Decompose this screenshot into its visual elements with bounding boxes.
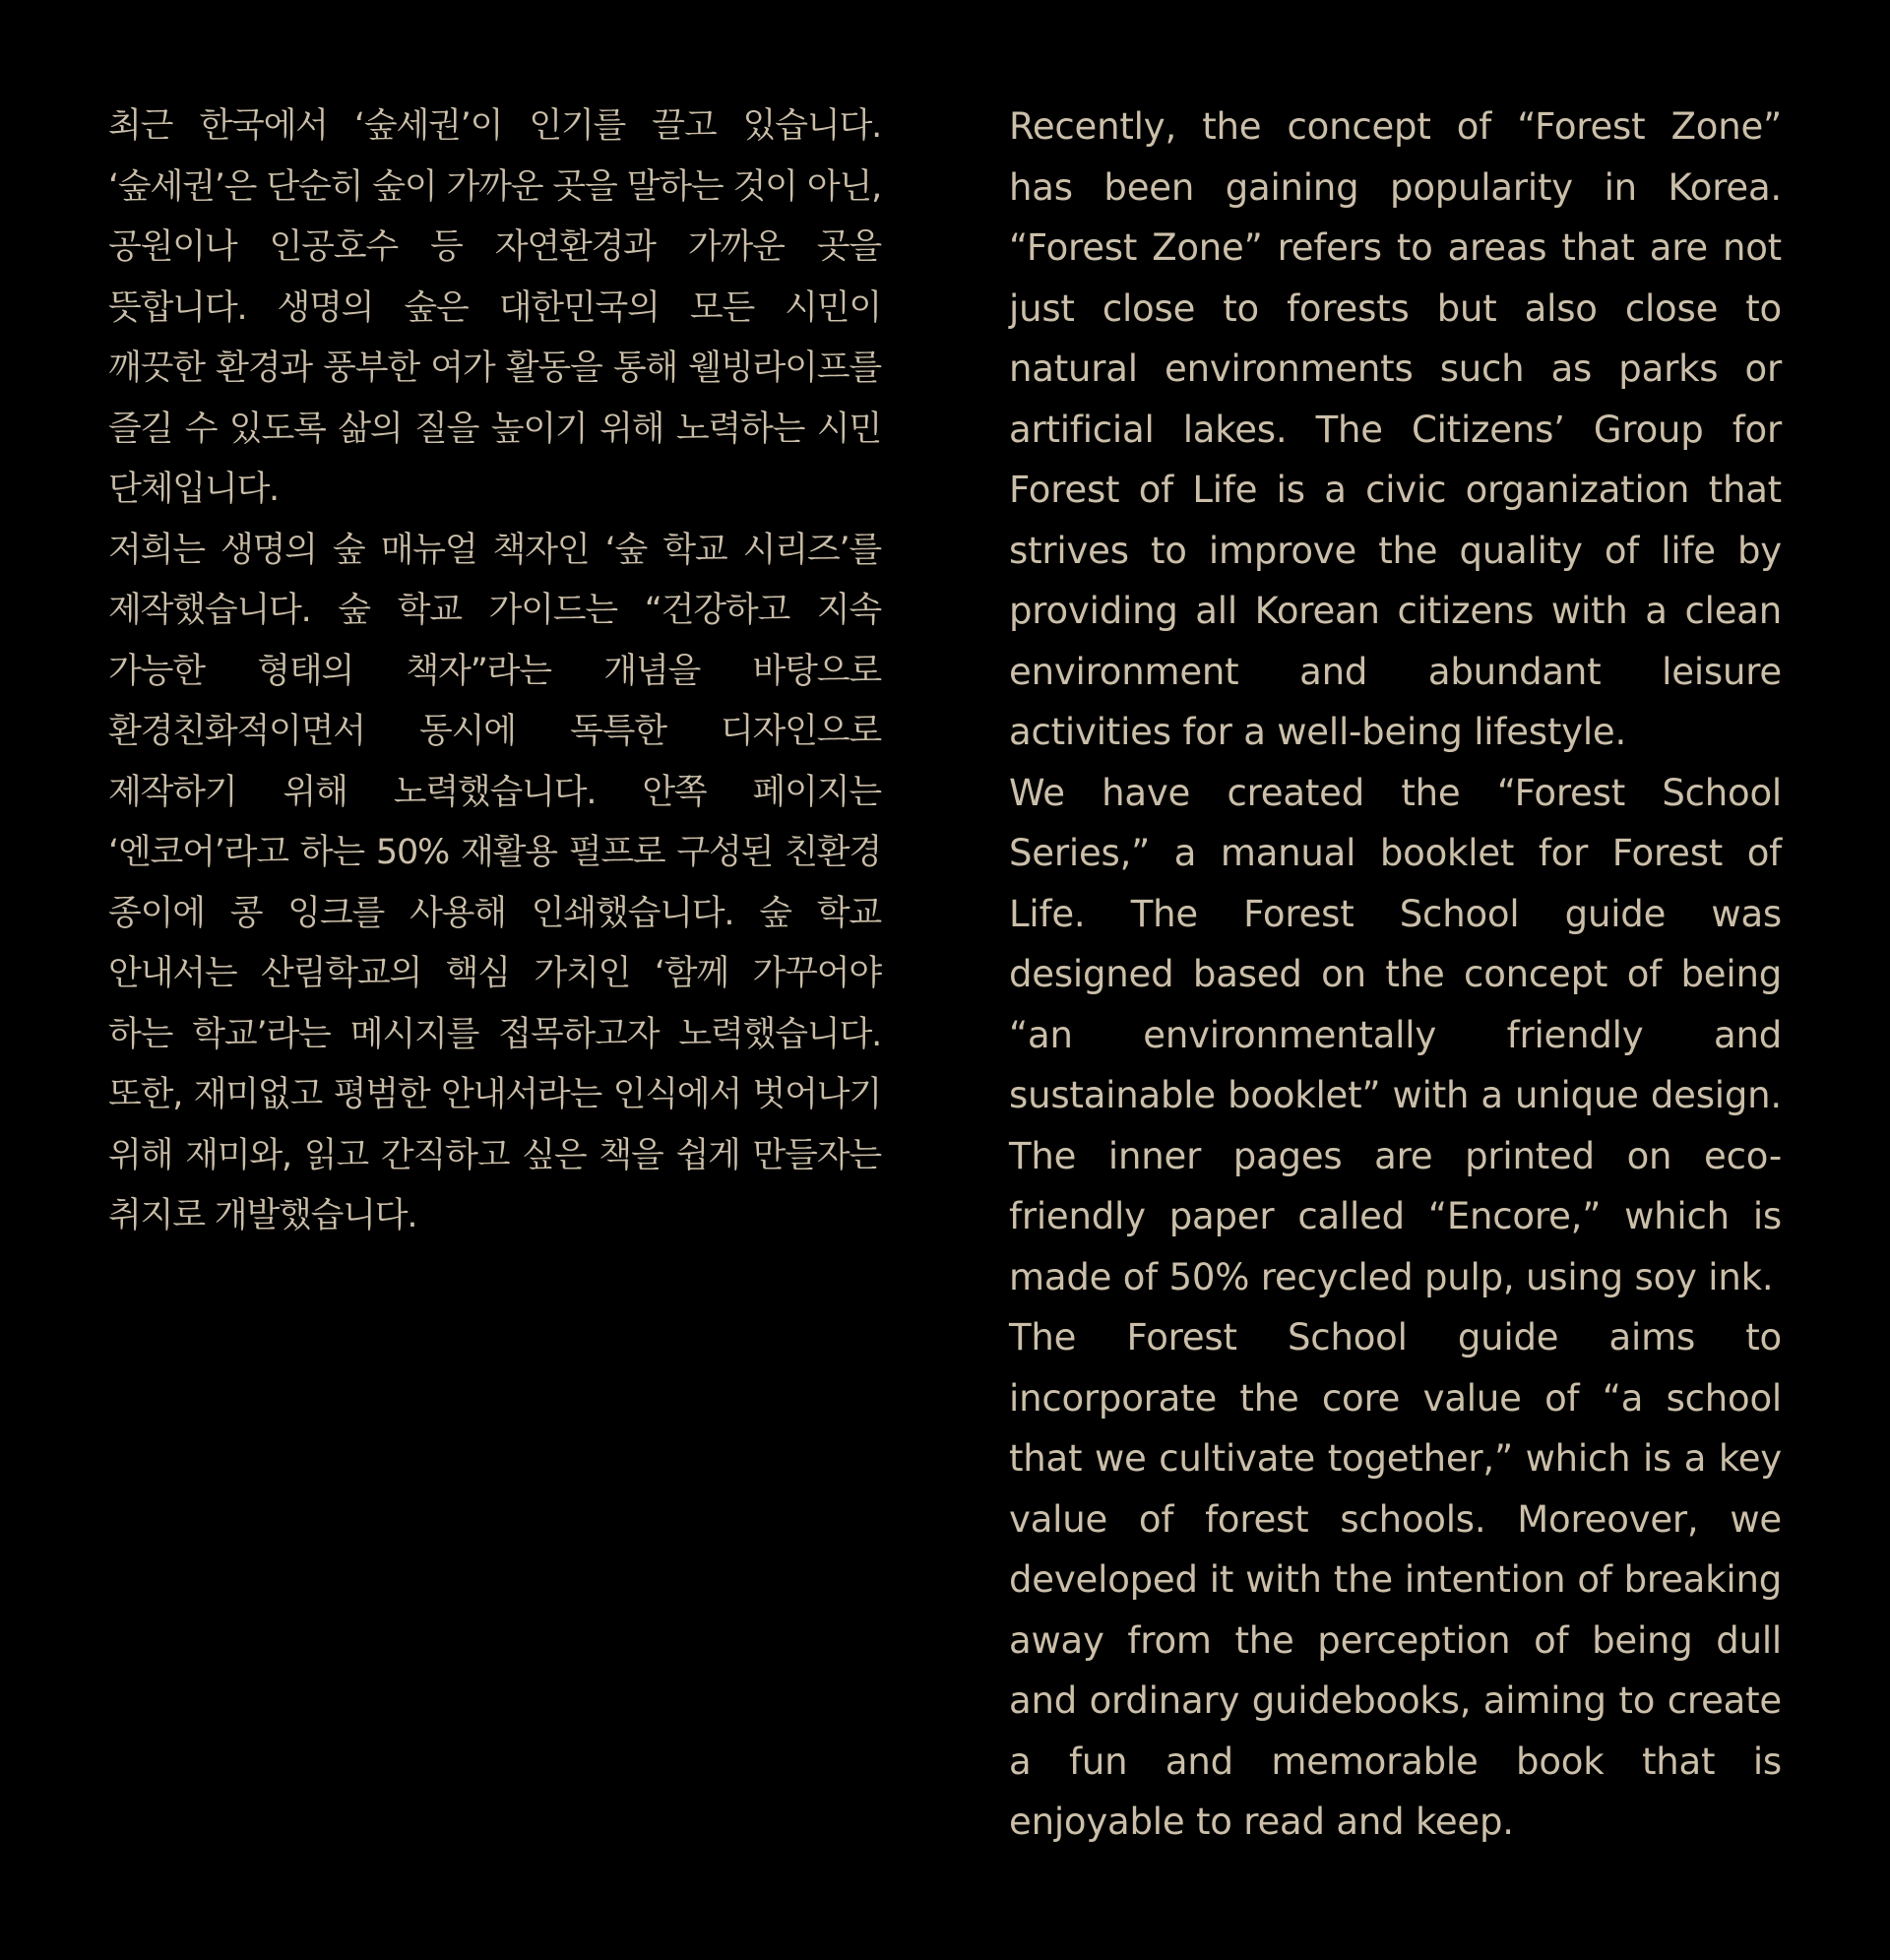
korean-paragraph-1: 최근 한국에서 ‘숲세권’이 인기를 끌고 있습니다. ‘숲세권’은 단순히 숲이 가까운 곳을 말하는 것이 아닌, 공원이나 인공호수 등 자연환경과 가까운 곳을 뜻합니다. 생명의 숲은 대한민국의 모든 시민이 깨끗한 환경과 풍부한 여가 활동을 통해 웰빙라이프를 즐길 수 있도록 삶의 질을 높이기 위해 노력하는 시민 단체입니다.: [108, 106, 881, 509]
korean-text-column: [108, 96, 881, 1247]
korean-paragraph-2: 저희는 생명의 숲 매뉴얼 책자인 ‘숲 학교 시리즈’를 제작했습니다. 숲 학교 가이드는 “건강하고 지속 가능한 형태의 책자”라는 개념을 바탕으로 환경친화적이면서 동시에 독특한 디자인으로 제작하기 위해 노력했습니다. 안쪽 페이지는 ‘엔코어’라고 하는 50% 재활용 펄프로 구성된 친환경 종이에 콩 잉크를 사용해 인쇄했습니다. 숲 학교 안내서는 산림학교의 핵심 가치인 ‘함께 가꾸어야 하는 학교’라는 메시지를 접목하고자 노력했습니다. 또한, 재미없고 평범한 안내서라는 인식에서 벗어나기 위해 재미와, 읽고 간직하고 싶은 책을 쉽게 만들자는 취지로 개발했습니다.: [108, 530, 881, 1235]
english-paragraph-2: We have created the “Forest School Series,” a manual booklet for Forest of Life. The Forest School guide was designed based on the concept of being “an environmentally friendly and sustainable booklet” with a unique design. The inner pages are printed on eco-friendly paper called “Encore,” which is made of 50% recycled pulp, using soy ink.: [1009, 771, 1782, 1298]
english-paragraph-3: The Forest School guide aims to incorporate the core value of “a school that we cultivate together,” which is a key value of forest schools. Moreover, we developed it with the intention of breaking away from the perception of being dull and ordinary guidebooks, aiming to create a fun and memorable book that is enjoyable to read and keep.: [1009, 1316, 1782, 1843]
english-paragraph-1: Recently, the concept of “Forest Zone” has been gaining popularity in Korea. “Forest Zone” refers to areas that are not just close to forests but also close to natural environments such as parks or artificial lakes. The Citizens’ Group for Forest of Life is a civic organization that strives to improve the quality of life by providing all Korean citizens with a clean environment and abundant leisure activities for a well-being lifestyle.: [1009, 105, 1782, 753]
english-text-column: [1009, 96, 1782, 1853]
